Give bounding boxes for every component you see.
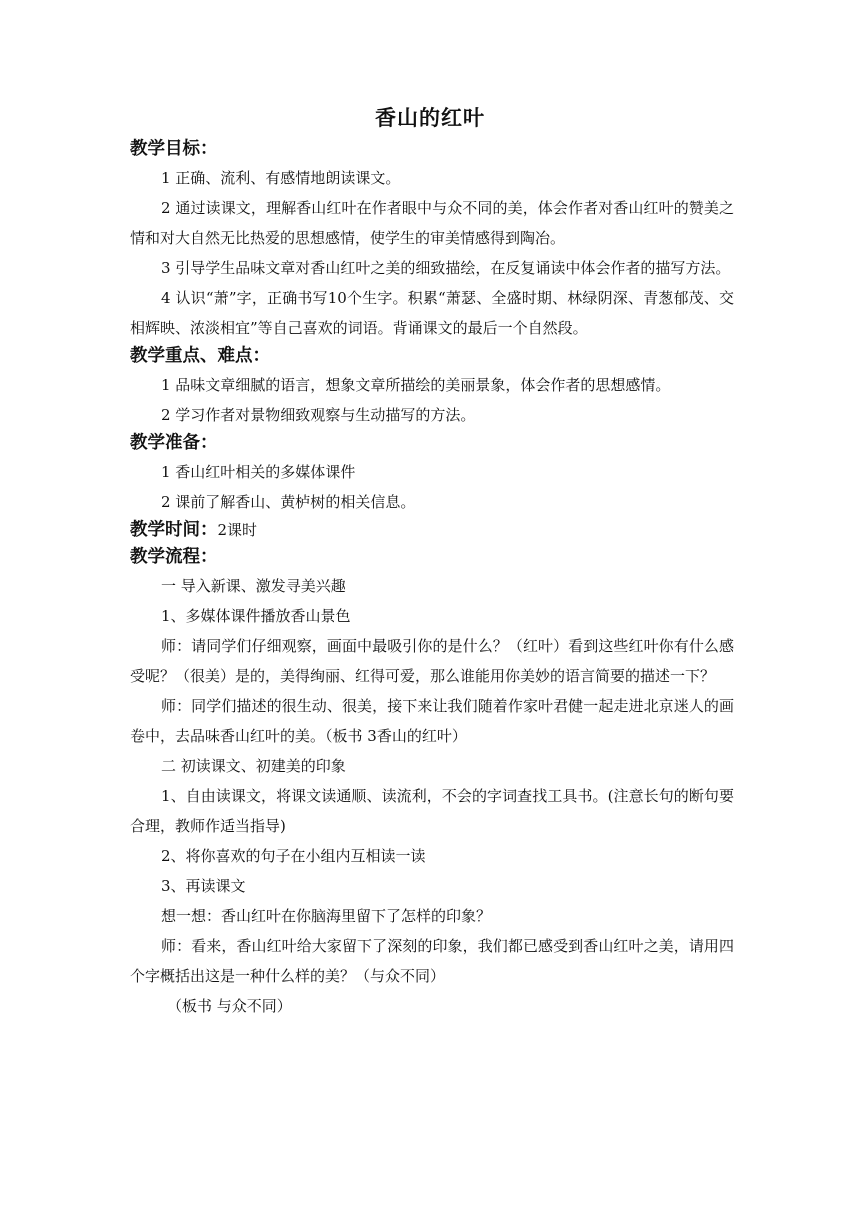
section-heading-process: 教学流程： xyxy=(130,547,218,567)
key-point-item: 2 学习作者对景物细致观察与生动描写的方法。 xyxy=(161,406,476,424)
process-paragraph: 师：看来，香山红叶给大家留下了深刻的印象，我们都已感受到香山红叶之美，请用四个字概括出这是一种什么样的美？（与众不同） xyxy=(130,937,734,985)
section-heading-preparation: 教学准备： xyxy=(130,433,218,453)
goal-item: 1 正确、流利、有感情地朗读课文。 xyxy=(161,169,401,187)
section-heading-time: 教学时间： xyxy=(130,520,218,540)
section-heading-key-points: 教学重点、难点： xyxy=(130,346,270,366)
process-paragraph: 1、多媒体课件播放香山景色 xyxy=(161,607,351,625)
process-paragraph: 一 导入新课、激发寻美兴趣 xyxy=(161,577,346,595)
preparation-item: 1 香山红叶相关的多媒体课件 xyxy=(161,463,356,481)
process-paragraph: 师：同学们描述的很生动、很美，接下来让我们随着作家叶君健一起走进北京迷人的画卷中，去品味香山红叶的美。（板书 3香山的红叶） xyxy=(130,697,734,745)
process-paragraph: 师：请同学们仔细观察，画面中最吸引你的是什么？（红叶）看到这些红叶你有什么感受呢？（很美）是的，美得绚丽、红得可爱，那么谁能用你美妙的语言简要的描述一下？ xyxy=(130,637,734,685)
process-paragraph: 3、再读课文 xyxy=(161,877,246,895)
process-paragraph: 2、将你喜欢的句子在小组内互相读一读 xyxy=(161,847,426,865)
teaching-time-value: 2课时 xyxy=(217,521,258,539)
key-point-item: 1 品味文章细腻的语言，想象文章所描绘的美丽景象，体会作者的思想感情。 xyxy=(161,376,671,394)
process-paragraph: （板书 与众不同） xyxy=(167,997,292,1015)
process-paragraph: 二 初读课文、初建美的印象 xyxy=(161,757,346,775)
goal-item: 3 引导学生品味文章对香山红叶之美的细致描绘，在反复诵读中体会作者的描写方法。 xyxy=(161,259,731,277)
section-heading-goals: 教学目标： xyxy=(130,139,218,159)
process-paragraph: 1、自由读课文，将课文读通顺、读流利，不会的字词查找工具书。(注意长句的断句要合理，教师作适当指导) xyxy=(130,787,734,835)
goal-item: 2 通过读课文，理解香山红叶在作者眼中与众不同的美，体会作者对香山红叶的赞美之情和对大自然无比热爱的思想感情，使学生的审美情感得到陶冶。 xyxy=(130,199,734,247)
preparation-item: 2 课前了解香山、黄栌树的相关信息。 xyxy=(161,493,416,511)
document-title: 香山的红叶 xyxy=(375,106,485,130)
goal-item: 4 认识“萧”字，正确书写10个生字。积累“萧瑟、全盛时期、林绿阴深、青葱郁茂、交相辉映、浓淡相宜”等自己喜欢的词语。背诵课文的最后一个自然段。 xyxy=(130,289,734,337)
document-body xyxy=(130,136,734,1021)
section-teaching-time xyxy=(130,517,734,544)
process-paragraph: 想一想：香山红叶在你脑海里留下了怎样的印象？ xyxy=(161,907,492,925)
